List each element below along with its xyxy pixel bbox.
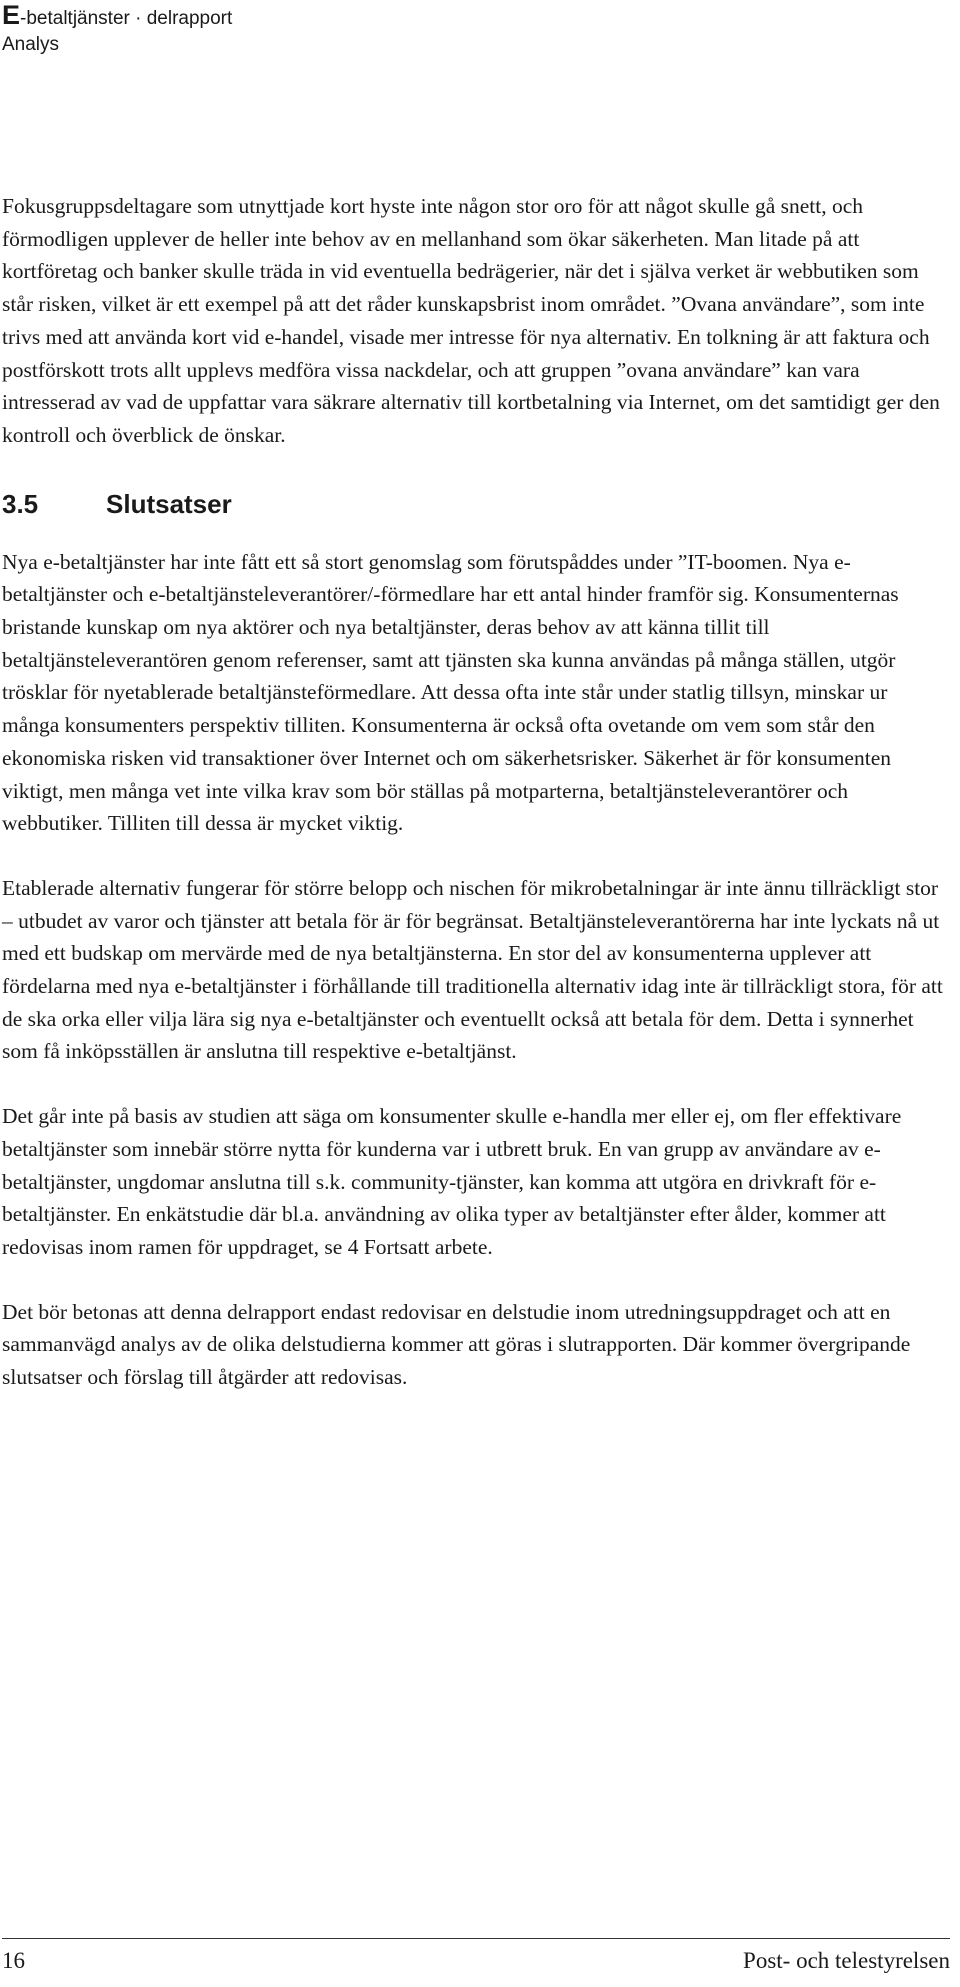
body-paragraph: Nya e-betaltjänster har inte fått ett så stort genomslag som förutspåddes under ”IT-boomen. Nya e-betaltjänster och e-betaltjänsteleverantörer/-förmedlare har ett antal hinder framför sig. Konsumenternas bristande kunskap om nya aktörer och nya betaltjänster, deras behov av att känna tillit till betaltjänsteleverantören genom referenser, samt att tjänsten ska kunna användas på många ställen, utgör trösklar för nyetablerade betaltjänsteförmedlare. Att dessa ofta inte står under statlig tillsyn, minskar ur många konsumenters perspektiv tilliten. Konsumenterna är också ofta ovetande om vem som står den ekonomiska risken vid transaktioner över Internet och om säkerhetsrisker. Säkerhet är för konsumenten viktigt, men många vet inte vilka krav som bör ställas på motparterna, betaltjänsteleverantörer och webbutiker. Tilliten till dessa är mycket viktig. bbox=[2, 549, 899, 836]
body-paragraph: Etablerade alternativ fungerar för större belopp och nischen för mikrobetalningar är inte ännu tillräckligt stor – utbudet av varor och tjänster att betala för är för begränsat. Betaltjänsteleverantörerna har inte lyckats nå ut med ett budskap om mervärde med de nya betaltjänsterna. En stor del av konsumenterna upplever att fördelarna med nya e-betaltjänster i förhållande till traditionella alternativ idag inte är tillräckligt stora, för att de ska orka eller vilja lära sig nya e-betaltjänster och eventuellt också att betala för dem. Detta i synnerhet som få inköpsställen är anslutna till respektive e-betaltjänst. bbox=[2, 875, 943, 1064]
document-body bbox=[2, 190, 946, 1426]
section-heading bbox=[2, 484, 946, 524]
body-paragraph: Det går inte på basis av studien att säga om konsumenter skulle e-handla mer eller ej, om fler effektivare betaltjänster som innebär större nytta för kunderna var i utbrett bruk. En van grupp av användare av e-betaltjänster, ungdomar anslutna till s.k. community-tjänster, kan komma att utgöra en drivkraft för e-betaltjänster. En enkätstudie där bl.a. användning av olika typer av betaltjänster efter ålder, kommer att redovisas inom ramen för uppdraget, se 4 Fortsatt arbete. bbox=[2, 1104, 902, 1259]
header-chapter: Analys bbox=[2, 34, 60, 55]
body-paragraph: Det bör betonas att denna delrapport endast redovisar en delstudie inom utredningsuppdraget och att en sammanvägd analys av de olika delstudierna kommer att göras i slutrapporten. Där kommer övergripande slutsatser och förslag till åtgärder att redovisas. bbox=[2, 1299, 911, 1390]
section-number: 3.5 bbox=[2, 488, 39, 519]
footer-divider bbox=[2, 1938, 950, 1939]
header-report-title bbox=[2, 2, 232, 32]
footer-publisher: Post- och telestyrelsen bbox=[743, 1948, 950, 1973]
header-initial: E bbox=[2, 0, 21, 30]
section-title: Slutsatser bbox=[106, 488, 232, 519]
body-paragraph: Fokusgruppsdeltagare som utnyttjade kort hyste inte någon stor oro för att något skulle gå snett, och förmodligen upplever de heller inte behov av en mellanhand som ökar säkerheten. Man litade på att kortföretag och banker skulle träda in vid eventuella bedrägerier, när det i själva verket är webbutiken som står risken, vilket är ett exempel på att det råder kunskapsbrist inom området. ”Ovana användare”, som inte trivs med att använda kort vid e-handel, visade mer intresse för nya alternativ. En tolkning är att faktura och postförskott trots allt upplevs medföra vissa nackdelar, och att gruppen ”ovana användare” kan vara intresserad av vad de uppfattar vara säkrare alternativ till kortbetalning via Internet, om det samtidigt ger den kontroll och överblick de önskar. bbox=[2, 194, 940, 447]
running-header bbox=[2, 2, 232, 58]
header-report-title-rest: -betaltjänster · delrapport bbox=[20, 8, 233, 29]
page-number: 16 bbox=[2, 1948, 25, 1973]
